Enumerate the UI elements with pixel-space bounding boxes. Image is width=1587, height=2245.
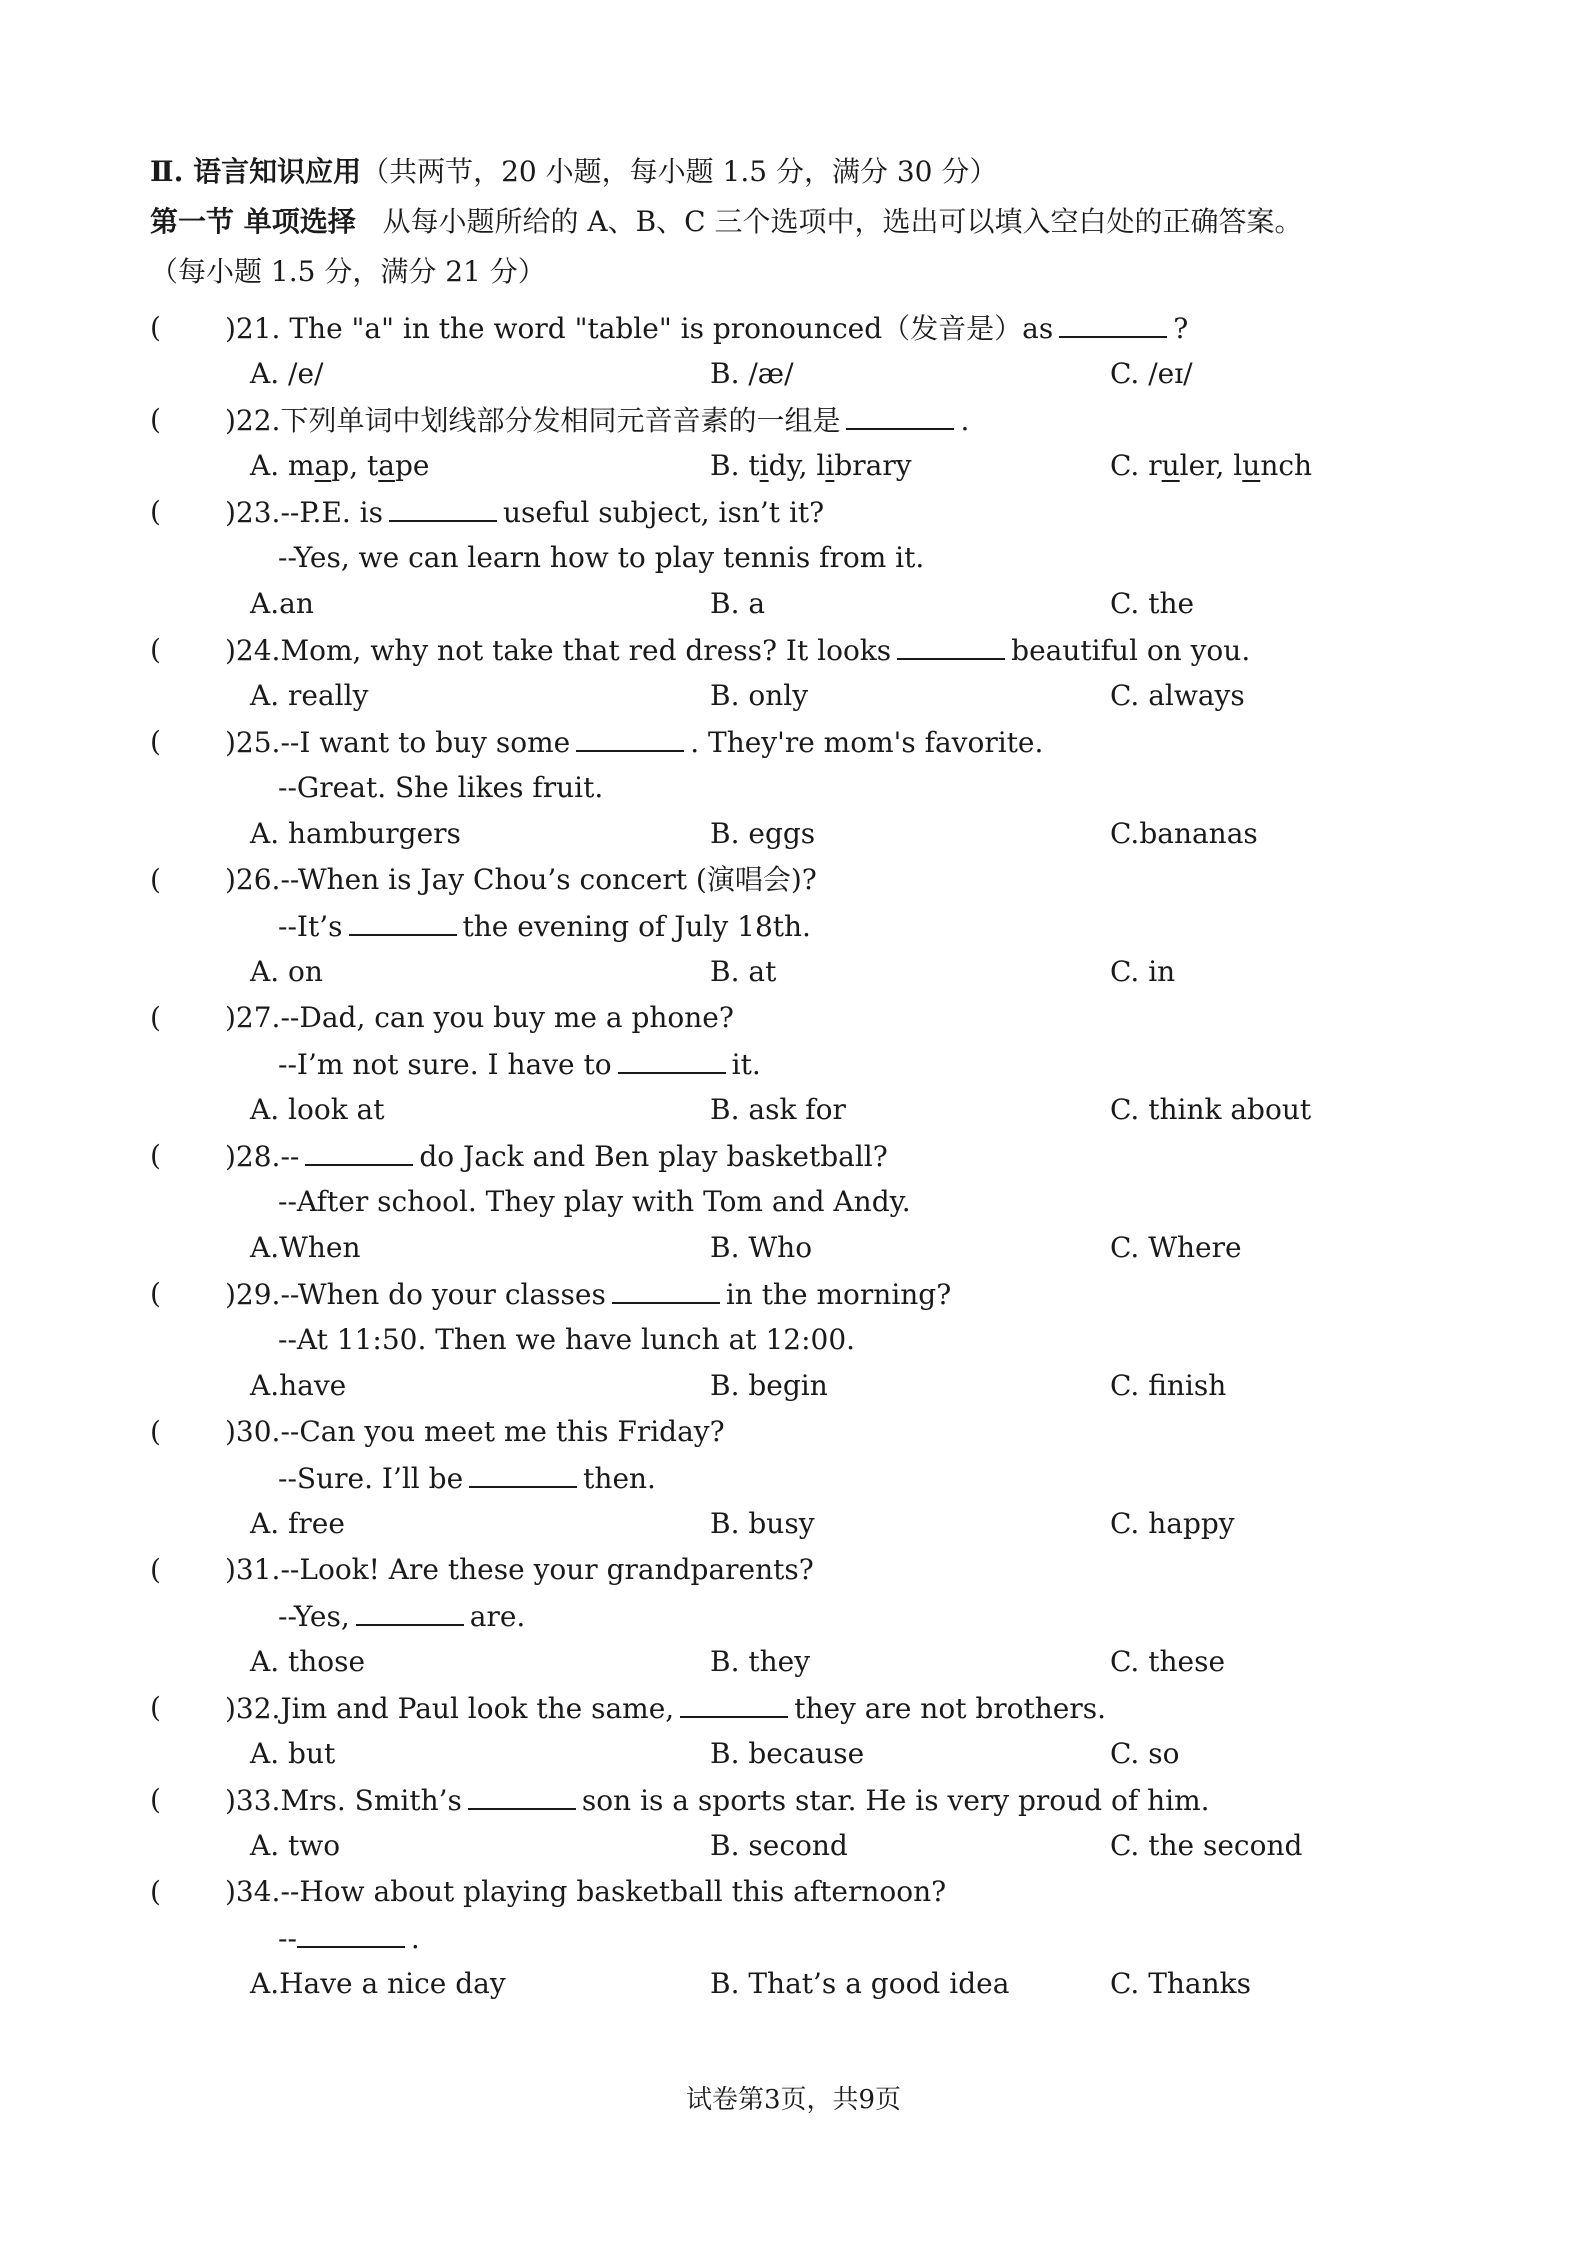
option-b: B. ask for <box>710 1093 846 1126</box>
answer-paren: ( <box>150 1277 161 1310</box>
dialogue-text: the evening of July 18th. <box>462 910 811 943</box>
question-stem: )29.--When do your classes <box>225 1278 606 1311</box>
option-a: A.an <box>250 587 314 620</box>
answer-blank <box>349 904 457 936</box>
dialogue-line: --Yes, we can learn how to play tennis from it. <box>278 541 925 574</box>
section-title: Ⅱ. 语言知识应用 <box>150 155 362 188</box>
answer-blank <box>297 1916 405 1948</box>
option-a: A. those <box>250 1645 366 1678</box>
answer-paren: ( <box>150 495 161 528</box>
dialogue-line <box>278 1456 656 1501</box>
question-stem: )22.下列单词中划线部分发相同元音音素的一组是 <box>225 404 841 437</box>
option-c: C. Where <box>1110 1231 1242 1264</box>
answer-paren: ( <box>150 1875 161 1908</box>
question-21 <box>225 306 1188 351</box>
option-c: C. the <box>1110 587 1195 620</box>
question-32 <box>225 1686 1106 1731</box>
question-stem: )23.--P.E. is <box>225 496 384 529</box>
dialogue-line: --After school. They play with Tom and Andy. <box>278 1185 911 1218</box>
option-b: B. Who <box>710 1231 813 1264</box>
option-c: C. always <box>1110 679 1245 712</box>
option-c: C. so <box>1110 1737 1180 1770</box>
answer-paren: ( <box>150 725 161 758</box>
option-c: C. finish <box>1110 1369 1227 1402</box>
option-b <box>710 444 912 488</box>
answer-blank <box>305 1134 413 1166</box>
question-stem: )21. The "a" in the word "table" is pronounced（发音是）as <box>225 312 1054 345</box>
option-a: A. really <box>250 679 369 712</box>
question-stem: )32.Jim and Paul look the same, <box>225 1692 675 1725</box>
option-a: A.Have a nice day <box>250 1967 506 2000</box>
underlined-letter: u <box>1161 449 1180 482</box>
answer-paren: ( <box>150 311 161 344</box>
question-31: )31.--Look! Are these your grandparents? <box>225 1553 814 1586</box>
dialogue-text: it. <box>731 1048 761 1081</box>
dialogue-line <box>278 1916 420 1961</box>
option-b: B. begin <box>710 1369 828 1402</box>
dialogue-text: are. <box>469 1600 526 1633</box>
answer-paren: ( <box>150 863 161 896</box>
answer-blank <box>612 1272 720 1304</box>
question-stem: useful subject, isn’t it? <box>503 496 825 529</box>
option-c: C. think about <box>1110 1093 1312 1126</box>
underlined-letter: a <box>378 449 395 482</box>
question-29 <box>225 1272 951 1317</box>
page-footer: 试卷第3页，共9页 <box>685 2085 902 2115</box>
answer-paren: ( <box>150 1001 161 1034</box>
answer-paren: ( <box>150 1691 161 1724</box>
dialogue-text: --Yes, <box>278 1600 350 1633</box>
question-stem: )33.Mrs. Smith’s <box>225 1784 462 1817</box>
option-b: B. they <box>710 1645 811 1678</box>
option-c: C. Thanks <box>1110 1967 1251 2000</box>
option-a: A. but <box>250 1737 336 1770</box>
question-34: )34.--How about playing basketball this afternoon? <box>225 1875 947 1908</box>
answer-paren: ( <box>150 1415 161 1448</box>
question-stem: )28.-- <box>225 1140 300 1173</box>
option-c <box>1110 444 1312 488</box>
question-stem: )25.--I want to buy some <box>225 726 571 759</box>
dialogue-text: --I’m not sure. I have to <box>278 1048 612 1081</box>
dialogue-line <box>278 1042 761 1087</box>
option-c: C. /eɪ/ <box>1110 357 1193 390</box>
option-text: B. t <box>710 449 760 482</box>
answer-paren: ( <box>150 403 161 436</box>
question-end: ? <box>1173 312 1189 345</box>
answer-paren: ( <box>150 633 161 666</box>
option-text: brary <box>834 449 912 482</box>
option-text: C. r <box>1110 449 1162 482</box>
question-30: )30.--Can you meet me this Friday? <box>225 1415 725 1448</box>
part-score: （每小题 1.5 分，满分 21 分） <box>150 255 546 288</box>
option-a: A. free <box>250 1507 345 1540</box>
option-a: A. /e/ <box>250 357 324 390</box>
dialogue-line <box>278 904 811 949</box>
question-stem: beautiful on you. <box>1011 634 1251 667</box>
part-title: 第一节 单项选择 <box>150 205 356 238</box>
dialogue-line: --At 11:50. Then we have lunch at 12:00. <box>278 1323 856 1356</box>
question-26: )26.--When is Jay Chou’s concert (演唱会)? <box>225 863 817 896</box>
answer-blank <box>897 628 1005 660</box>
answer-blank <box>1059 306 1167 338</box>
question-stem: son is a sports star. He is very proud of him. <box>581 1784 1210 1817</box>
option-b: B. That’s a good idea <box>710 1967 1010 2000</box>
question-stem: )24.Mom, why not take that red dress? It looks <box>225 634 892 667</box>
answer-blank <box>468 1778 576 1810</box>
option-a <box>250 444 429 488</box>
question-27: )27.--Dad, can you buy me a phone? <box>225 1001 734 1034</box>
option-a: A.have <box>250 1369 347 1402</box>
option-b: B. at <box>710 955 777 988</box>
underlined-letter: u <box>1242 449 1261 482</box>
answer-paren: ( <box>150 1783 161 1816</box>
question-stem: in the morning? <box>725 1278 952 1311</box>
question-stem: do Jack and Ben play basketball? <box>419 1140 888 1173</box>
answer-blank <box>389 490 497 522</box>
question-28 <box>225 1134 888 1179</box>
answer-blank <box>356 1594 464 1626</box>
option-text: nch <box>1260 449 1313 482</box>
option-text: dy, l <box>768 449 826 482</box>
option-b: B. busy <box>710 1507 815 1540</box>
option-text: pe <box>394 449 430 482</box>
question-25 <box>225 720 1043 765</box>
underlined-letter: a <box>314 449 332 482</box>
dialogue-text: -- <box>278 1922 297 1955</box>
dialogue-line: --Great. She likes fruit. <box>278 771 604 804</box>
question-stem: . They're mom's favorite. <box>690 726 1044 759</box>
answer-blank <box>618 1042 726 1074</box>
option-a: A. look at <box>250 1093 385 1126</box>
question-23 <box>225 490 824 535</box>
dialogue-text: then. <box>583 1462 656 1495</box>
answer-blank <box>680 1686 788 1718</box>
answer-blank <box>846 398 954 430</box>
option-b: B. only <box>710 679 809 712</box>
dialogue-line <box>278 1594 525 1639</box>
option-b: B. because <box>710 1737 865 1770</box>
dialogue-text: . <box>410 1922 420 1955</box>
option-text: ler, l <box>1179 449 1243 482</box>
question-24 <box>225 628 1250 673</box>
answer-paren: ( <box>150 1139 161 1172</box>
answer-blank <box>469 1456 577 1488</box>
underlined-letter: i <box>759 449 769 482</box>
option-b: B. second <box>710 1829 848 1862</box>
section-header <box>150 150 997 194</box>
option-a: A. on <box>250 955 323 988</box>
answer-paren: ( <box>150 1553 161 1586</box>
option-c: C. in <box>1110 955 1176 988</box>
section-info: （共两节，20 小题，每小题 1.5 分，满分 30 分） <box>361 155 998 188</box>
option-c: C. these <box>1110 1645 1226 1678</box>
option-c: C. the second <box>1110 1829 1303 1862</box>
dialogue-text: --It’s <box>278 910 343 943</box>
part-instruction: 从每小题所给的 A、B、C 三个选项中，选出可以填入空白处的正确答案。 <box>382 205 1303 238</box>
question-22 <box>225 398 969 443</box>
question-stem: they are not brothers. <box>794 1692 1107 1725</box>
option-b: B. eggs <box>710 817 816 850</box>
dialogue-text: --Sure. I’ll be <box>278 1462 464 1495</box>
option-a: A. two <box>250 1829 341 1862</box>
question-33 <box>225 1778 1210 1823</box>
part-header <box>150 200 1302 244</box>
option-text: p, t <box>331 449 379 482</box>
option-a: A. hamburgers <box>250 817 461 850</box>
option-b: B. /æ/ <box>710 357 794 390</box>
option-c: C.bananas <box>1110 817 1258 850</box>
option-b: B. a <box>710 587 766 620</box>
option-c: C. happy <box>1110 1507 1235 1540</box>
answer-blank <box>576 720 684 752</box>
underlined-letter: i <box>825 449 835 482</box>
option-a: A.When <box>250 1231 361 1264</box>
option-text: A. m <box>250 449 315 482</box>
question-end: . <box>960 404 970 437</box>
